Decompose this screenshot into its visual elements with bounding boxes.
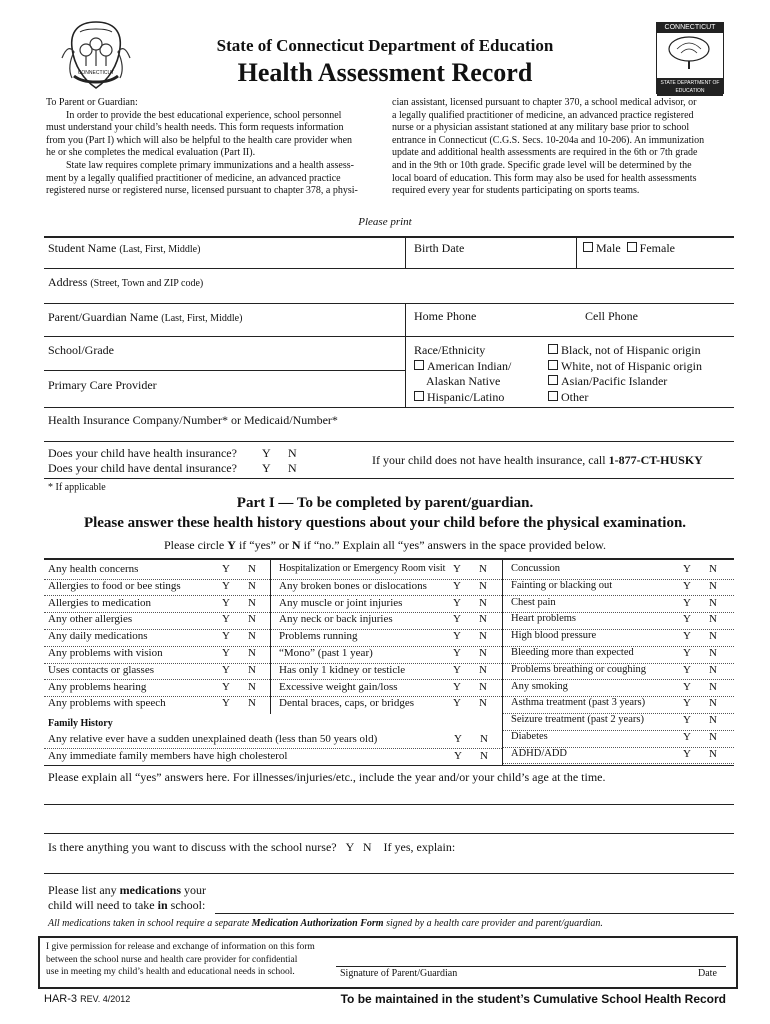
answer-y[interactable]: Y [222,596,230,609]
please-print: Please print [358,216,412,228]
intro-line: local board of education. This form may also be used for health assessments [392,172,697,184]
divider [44,303,734,304]
answer-n[interactable]: N [479,697,487,710]
parent-name-field[interactable] [48,310,242,325]
nurse-y[interactable]: Y [345,840,354,854]
answer-n[interactable]: N [248,663,256,676]
medications-line[interactable] [215,913,734,914]
answer-n[interactable]: N [709,747,717,760]
insurance-company-field[interactable]: Health Insurance Company/Number* or Medicaid/Number* [48,413,338,427]
answer-y[interactable]: Y [222,630,230,643]
history-question: Uses contacts or glasses [48,663,155,676]
intro-line: he or she completes the medical evaluation (Part II). [46,147,256,159]
answer-n[interactable]: N [248,596,256,609]
answer-n[interactable]: N [709,579,717,592]
race-ethnicity-label: Race/Ethnicity [414,343,486,357]
part1-subheading: Please answer these health history questions about your child before the physical examination. [83,515,687,531]
answer-n[interactable]: N [479,613,487,626]
history-question: Problems breathing or coughing [511,663,647,675]
intro-left [46,97,378,198]
history-question: Any smoking [511,680,568,692]
answer-y[interactable]: Y [222,663,230,676]
history-question: “Mono” (past 1 year) [279,647,373,659]
address-label: Address [48,275,88,289]
permission-text [46,941,336,979]
note-bold: Medication Authorization Form [251,918,384,929]
answer-y[interactable]: Y [683,579,691,592]
history-question: Any daily medications [48,630,148,643]
answer-n[interactable]: N [248,647,256,659]
answer-n[interactable]: N [479,647,487,659]
race-option: Asian/Pacific Islander [561,374,668,388]
explain-line[interactable] [44,833,734,834]
answer-y[interactable]: Y [453,596,461,609]
history-question: Bleeding more than expected [511,647,634,658]
intro-line: must understand your child’s health needs. This form requests information [46,122,344,134]
permission-line: I give permission for release and exchange of information on this form [46,942,315,952]
answer-n[interactable]: N [479,630,487,643]
part1-instructions [0,538,770,553]
intro-line: In order to provide the best educational experience, school personnel [66,109,342,121]
answer-y[interactable]: Y [222,680,230,693]
answer-y[interactable]: Y [683,563,691,575]
answer-y[interactable]: Y [453,647,461,659]
note-text: signed by a health care provider and parent/guardian. [383,918,603,929]
answer-y[interactable]: Y [222,613,230,626]
answer-y[interactable]: Y [453,630,461,643]
birth-date-field[interactable]: Birth Date [414,241,465,255]
dental-ins-y[interactable]: Y [262,461,271,475]
address-field[interactable] [48,275,203,290]
answer-n[interactable]: N [709,731,717,743]
form-id-code: HAR-3 [44,993,78,1005]
race-option: American Indian/ [427,358,512,373]
history-question: ADHD/ADD [511,747,567,759]
intro-line: nurse or a physician assistant stationed at any military base prior to school [392,122,690,134]
health-ins-n[interactable]: N [288,446,297,460]
divider [270,559,271,714]
husky-note-text: If your child does not have health insurance, call [372,453,609,467]
meds-text: school: [167,898,206,912]
answer-n[interactable]: N [709,596,717,609]
race-checkbox[interactable] [548,375,558,385]
answer-n[interactable]: N [709,663,717,676]
answer-n[interactable]: N [248,613,256,626]
answer-y[interactable]: Y [222,563,230,575]
instr-y: Y [227,538,236,552]
answer-n[interactable]: N [248,563,256,575]
answer-n[interactable]: N [479,663,487,676]
medications-note [48,918,603,929]
meds-bold: medications [119,883,181,897]
answer-y[interactable]: Y [683,714,691,727]
history-question: Allergies to food or bee stings [48,579,181,592]
intro-line: from you (Part I) which will also be helpful to the health care provider when [46,134,353,146]
form-revision: REV. 4/2012 [80,994,131,1004]
seal-text: CONNECTICUT [77,70,115,76]
race-checkbox[interactable] [548,391,558,401]
if-applicable-note: * If applicable [48,482,106,493]
part1-heading: Part I — To be completed by parent/guardian. [236,495,534,511]
answer-y[interactable]: Y [683,697,691,710]
maintained-note: To be maintained in the student’s Cumulative School Health Record [340,992,726,1006]
family-q1-n[interactable]: N [480,733,488,745]
race-checkbox[interactable] [548,344,558,354]
race-checkbox[interactable] [548,360,558,370]
note-text: All medications taken in school require a separate [48,918,252,929]
husky-number: 1-877-CT-HUSKY [608,453,703,467]
answer-y[interactable]: Y [453,663,461,676]
meds-bold: in [157,898,168,912]
nurse-n[interactable]: N [362,840,372,854]
history-question: Any other allergies [48,613,133,626]
divider [44,407,734,408]
insurance-questions [48,446,237,476]
divider [44,236,734,238]
cell-phone-field[interactable]: Cell Phone [585,309,638,323]
sde-logo [656,22,724,94]
race-option: Other [561,389,589,404]
answer-n[interactable]: N [709,714,717,727]
intro-line: ment by a legally qualified practitioner of medicine, an advanced practice [46,172,341,184]
answer-y[interactable]: Y [683,596,691,609]
answer-n[interactable]: N [248,680,256,693]
intro-line: registered nurse or registered nurse, licensed pursuant to chapter 378, a physi- [46,185,358,197]
address-hint: (Street, Town and ZIP code) [90,278,204,289]
instr-text: Please circle [163,538,228,552]
history-question: Hospitalization or Emergency Room visit [279,563,446,574]
history-question: Heart problems [511,613,577,625]
nurse-question-text: Is there anything you want to discuss with the school nurse? [48,840,337,854]
intro-line: cian assistant, licensed pursuant to chapter 370, a school medical advisor, or [392,97,697,108]
form-id [44,993,130,1005]
parent-name-label: Parent/Guardian Name [48,310,159,324]
meds-text: child will need to take [48,898,158,912]
student-name-field[interactable] [48,241,200,256]
date-label: Date [698,968,717,979]
health-ins-y[interactable]: Y [262,446,271,460]
race-option: Black, not of Hispanic origin [561,343,701,357]
signature-line[interactable] [336,966,726,967]
history-question: Excessive weight gain/loss [279,680,398,693]
divider [405,237,406,268]
divider [44,558,734,560]
history-question: Allergies to medication [48,596,152,609]
divider [502,559,503,765]
divider [44,873,734,874]
answer-y[interactable]: Y [453,579,461,592]
school-grade-field[interactable]: School/Grade [48,343,114,357]
divider [44,441,734,442]
history-question: Chest pain [511,596,556,608]
female-label: Female [639,241,675,255]
divider [405,303,406,407]
answer-n[interactable]: N [709,680,717,693]
history-question: Any broken bones or dislocations [279,579,427,592]
family-q2-n[interactable]: N [480,750,488,762]
intro-line: and in the 9th or 10th grade. Specific grade level will be determined by the [392,159,692,171]
history-question: Any problems with speech [48,697,166,710]
instr-text: if “no.” Explain all “yes” answers in the space provided below. [300,538,607,552]
answer-y[interactable]: Y [222,697,230,710]
family-history-label: Family History [48,718,113,729]
race-options-right [548,343,702,405]
intro-greeting: To Parent or Guardian: [46,97,138,108]
student-name-hint: (Last, First, Middle) [119,244,201,255]
explain-yes-label: Please explain all “yes” answers here. For illnesses/injuries/etc., include the year and/or your child’s age at the time. [48,770,606,784]
history-question: Has only 1 kidney or testicle [279,663,406,676]
race-checkbox[interactable] [414,391,424,401]
history-question: High blood pressure [511,630,597,642]
history-question: Dental braces, caps, or bridges [279,697,415,710]
history-question: Asthma treatment (past 3 years) [511,697,646,709]
race-checkbox[interactable] [414,360,424,370]
answer-y[interactable]: Y [453,680,461,693]
intro-line: State law requires complete primary immunizations and a health assess- [66,159,354,171]
intro-line: entrance in Connecticut (C.G.S. Secs. 10-204a and 10-206). An immunization [392,134,705,146]
divider [576,237,577,268]
parent-name-hint: (Last, First, Middle) [161,313,243,324]
answer-n[interactable]: N [479,680,487,693]
answer-n[interactable]: N [709,697,717,710]
instr-n: N [291,538,301,552]
answer-y[interactable]: Y [683,647,691,659]
answer-n[interactable]: N [709,563,717,575]
answer-y[interactable]: Y [222,579,230,592]
history-question: Any neck or back injuries [279,613,393,626]
history-question: Any health concerns [48,563,139,575]
intro-right [392,97,732,198]
answer-n[interactable]: N [479,563,487,575]
answer-n[interactable]: N [248,630,256,643]
history-question: Seizure treatment (past 2 years) [511,714,644,726]
answer-n[interactable]: N [479,596,487,609]
history-question: Fainting or blacking out [511,579,613,591]
home-phone-field[interactable]: Home Phone [414,309,477,323]
student-name-label: Student Name [48,241,117,255]
answer-y[interactable]: Y [453,697,461,710]
answer-y[interactable]: Y [453,613,461,626]
history-question: Any problems hearing [48,680,147,693]
history-question: Diabetes [511,731,548,742]
answer-n[interactable]: N [709,630,717,643]
divider [44,336,734,337]
primary-care-field[interactable]: Primary Care Provider [48,378,157,392]
family-q2-y[interactable]: Y [454,750,462,762]
dental-ins-n[interactable]: N [288,461,297,475]
intro-line: update and additional health assessments are required in the 6th or 7th grade [392,147,698,159]
answer-y[interactable]: Y [683,613,691,626]
row-separator [44,748,502,749]
nurse-question [48,840,455,855]
instr-text: if “yes” or [235,538,292,552]
family-question: Any relative ever have a sudden unexplained death (less than 50 years old) [48,733,378,745]
history-question: Problems running [279,630,358,643]
husky-note [372,453,703,468]
divider [44,268,734,269]
answer-y[interactable]: Y [453,563,461,575]
nurse-explain-label: If yes, explain: [383,840,456,854]
race-option: Alaskan Native [426,374,501,388]
history-question: Concussion [511,563,561,574]
page-title: Health Assessment Record [237,58,533,87]
answer-y[interactable]: Y [683,731,691,743]
answer-n[interactable]: N [709,613,717,626]
explain-line[interactable] [44,804,734,805]
answer-n[interactable]: N [248,579,256,592]
intro-line: a legally qualified practitioner of medicine, an advanced practice registered [392,109,694,121]
family-question: Any immediate family members have high cholesterol [48,750,288,762]
race-option: White, not of Hispanic origin [561,358,702,373]
answer-n[interactable]: N [248,697,256,710]
answer-y[interactable]: Y [683,663,691,676]
permission-line: use in meeting my child’s health and educational needs in school. [46,967,295,977]
answer-y[interactable]: Y [683,630,691,643]
medications-prompt [48,883,206,913]
female-checkbox[interactable] [627,242,637,252]
divider [44,478,734,479]
race-option: Hispanic/Latino [427,389,505,404]
meds-text: Please list any [48,883,120,897]
gender-options [583,241,675,256]
signature-label: Signature of Parent/Guardian [340,968,458,979]
answer-n[interactable]: N [709,647,717,659]
male-checkbox[interactable] [583,242,593,252]
divider [44,370,405,371]
agency-name: State of Connecticut Department of Education [216,36,554,55]
answer-y[interactable]: Y [222,647,230,659]
answer-n[interactable]: N [479,579,487,592]
history-question: Any muscle or joint injuries [279,596,403,609]
male-label: Male [596,241,621,255]
intro-line: required every year for students participating on sports teams. [392,185,640,197]
answer-y[interactable]: Y [683,747,691,760]
divider [44,765,734,766]
logo-bottom-band: STATE DEPARTMENT OF EDUCATION [657,78,723,96]
history-question: Any problems with vision [48,647,163,659]
health-insurance-question: Does your child have health insurance? [48,446,237,460]
logo-top-band: CONNECTICUT [657,23,723,33]
dental-insurance-question: Does your child have dental insurance? [48,461,237,475]
permission-line: between the school nurse and health care provider for confidential [46,954,298,965]
tree-icon [657,33,721,73]
answer-y[interactable]: Y [683,680,691,693]
meds-text: your [181,883,206,897]
race-ethnicity-group [414,343,511,405]
family-q1-y[interactable]: Y [454,733,462,745]
